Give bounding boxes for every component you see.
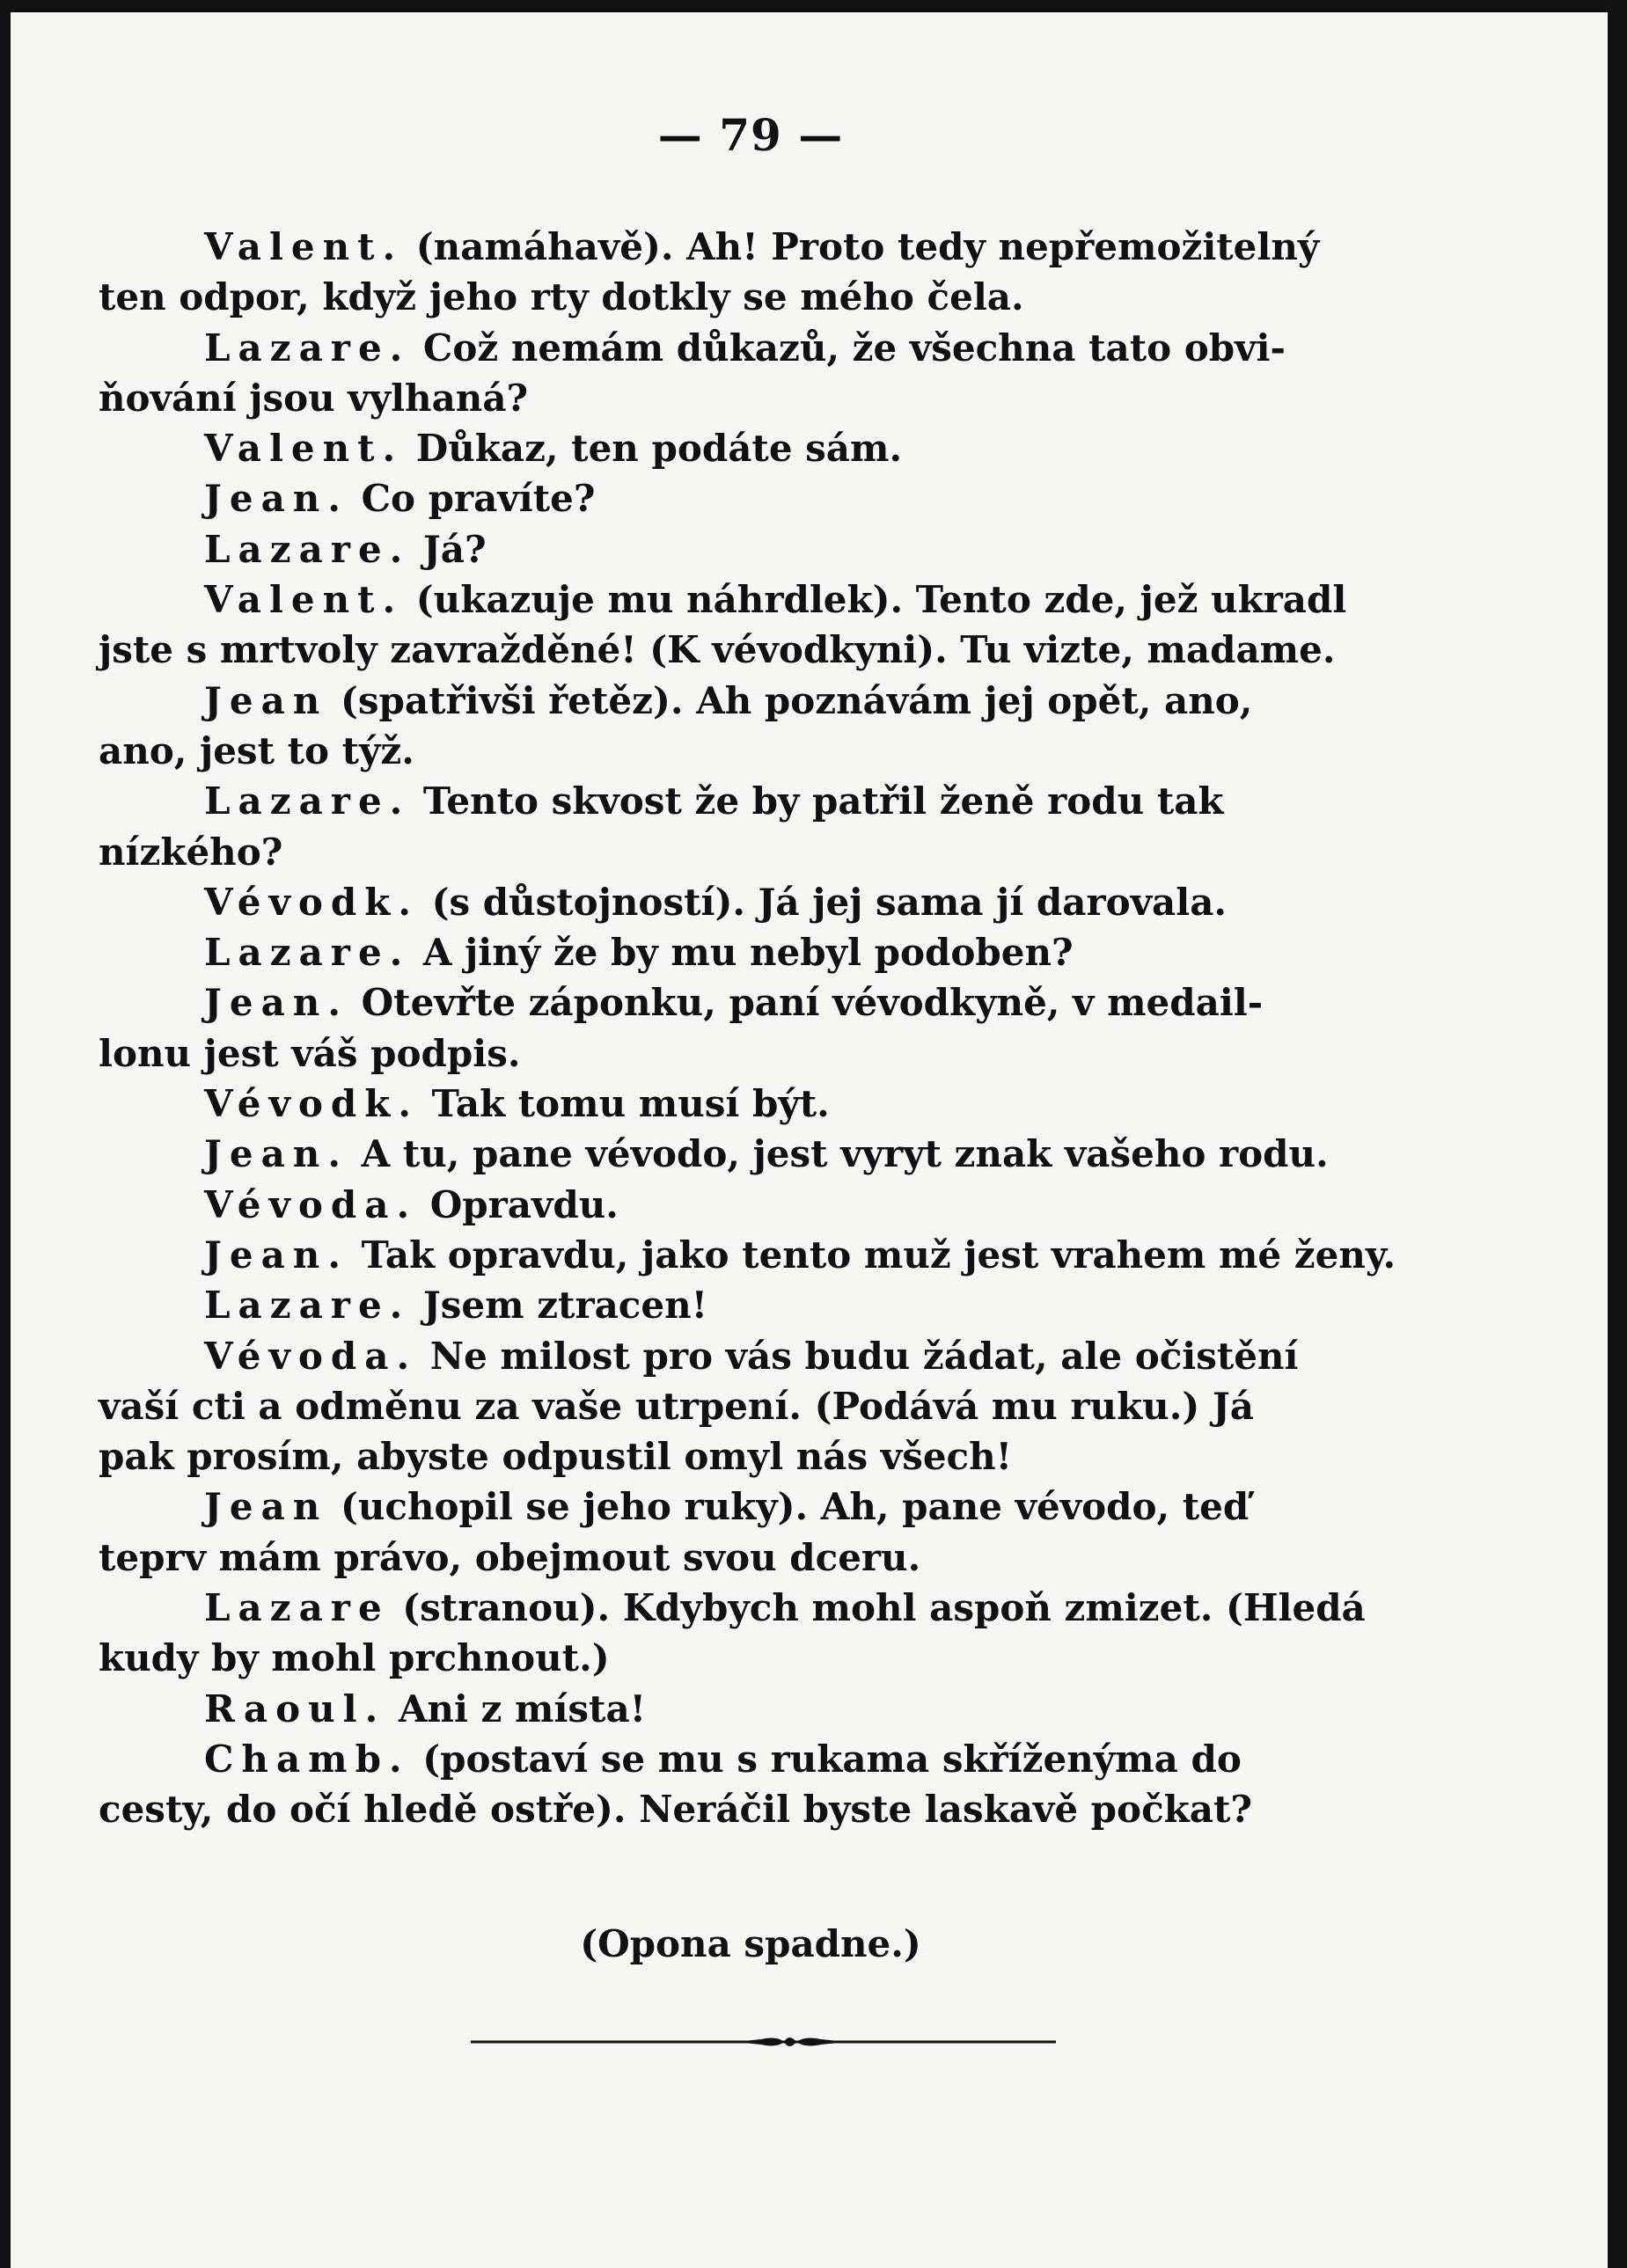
text-line [99, 524, 1410, 574]
text-line [99, 977, 1410, 1028]
line-text: nízkého? [99, 830, 283, 874]
scan-border-right [1608, 0, 1627, 2268]
text-line [99, 1230, 1410, 1280]
line-text: ten odpor, když jeho rty dotkly se mého čela. [99, 275, 1024, 319]
line-text: (namáhavě). Ah! Proto tedy nepřemožitelný [403, 225, 1320, 268]
line-text: Ani z místa! [385, 1686, 647, 1730]
speaker-name: Jean [204, 678, 328, 722]
ornamental-rule-icon [471, 2031, 1056, 2052]
line-text: ňování jsou vylhaná? [99, 376, 529, 420]
line-text: lonu jest váš podpis. [99, 1031, 521, 1075]
line-text: Tak tomu musí být. [418, 1082, 830, 1126]
line-text: vaší cti a odměnu za vaše utrpení. (Podává mu ruku.) Já [99, 1384, 1254, 1428]
line-text: cesty, do očí hledě ostře). Neráčil byste laskavě počkat? [99, 1788, 1252, 1832]
speaker-name: Valent. [204, 225, 404, 268]
line-text: (postaví se mu s rukama skříženýma do [409, 1737, 1242, 1781]
text-line [99, 1633, 1410, 1683]
speaker-name: Valent. [204, 427, 404, 471]
text-line [99, 272, 1410, 322]
line-text: (spatřivši řetěz). Ah poznávám jej opět, ano, [327, 678, 1253, 722]
text-line [99, 1331, 1410, 1381]
text-line [99, 1028, 1410, 1079]
speaker-name: Lazare. [204, 779, 411, 823]
line-text: Jsem ztracen! [410, 1284, 708, 1328]
text-line [99, 1784, 1410, 1834]
line-text: Co pravíte? [348, 477, 596, 521]
text-line [99, 1381, 1410, 1431]
text-line [99, 1079, 1410, 1129]
text-line [99, 625, 1410, 675]
speaker-name: Chamb. [204, 1737, 410, 1781]
line-text: Tak opravdu, jako tento muž jest vrahem mé ženy. [348, 1233, 1396, 1277]
line-text: (s důstojností). Já jej sama jí darovala. [418, 880, 1228, 924]
text-line [99, 1180, 1410, 1230]
line-text: (stranou). Kdybych mohl aspoň zmizet. (Hledá [389, 1586, 1366, 1630]
speaker-name: Vévoda. [204, 1334, 418, 1378]
text-line [99, 1734, 1410, 1784]
line-text: A jiný že by mu nebyl podoben? [410, 931, 1074, 975]
line-text: Ne milost pro vás budu žádat, ale očistění [417, 1334, 1299, 1378]
speaker-name: Lazare. [204, 931, 411, 975]
speaker-name: Jean. [204, 1233, 348, 1277]
speaker-name: Lazare. [204, 527, 411, 571]
speaker-name: Vévodk. [204, 1082, 419, 1126]
text-line [99, 373, 1410, 423]
speaker-name: Valent. [204, 578, 404, 622]
dialogue-text [99, 222, 1410, 1835]
line-text: (ukazuje mu náhrdlek). Tento zde, jež ukradl [403, 578, 1347, 622]
speaker-name: Jean. [204, 1132, 348, 1176]
text-line [99, 927, 1410, 977]
line-text: Otevřte záponku, paní vévodkyně, v medail- [348, 981, 1264, 1025]
text-line [99, 776, 1410, 826]
text-line [99, 1482, 1410, 1532]
line-text: kudy by mohl prchnout.) [99, 1636, 610, 1680]
text-line [99, 1431, 1410, 1482]
text-line [99, 222, 1410, 272]
text-line [99, 827, 1410, 877]
speaker-name: Vévoda. [204, 1182, 418, 1226]
line-text: Důkaz, ten podáte sám. [403, 427, 903, 471]
text-line [99, 726, 1410, 776]
speaker-name: Vévodk. [204, 880, 419, 924]
speaker-name: Raoul. [204, 1686, 386, 1730]
text-line [99, 574, 1410, 625]
line-text: Já? [410, 527, 487, 571]
line-text: Opravdu. [417, 1182, 619, 1226]
text-line [99, 1129, 1410, 1179]
text-line [99, 1533, 1410, 1583]
text-line [99, 473, 1410, 523]
text-line [99, 1583, 1410, 1633]
text-line [99, 676, 1410, 726]
text-line [99, 1684, 1410, 1734]
page-number: — 79 — [657, 109, 844, 161]
scan-border-top [0, 0, 1627, 12]
line-text: Což nemám důkazů, že všechna tato obvi- [410, 326, 1286, 369]
stage-direction-curtain: (Opona spadne.) [580, 1922, 921, 1965]
speaker-name: Lazare. [204, 326, 411, 369]
line-text: teprv mám právo, obejmout svou dceru. [99, 1535, 921, 1579]
text-line [99, 423, 1410, 473]
speaker-name: Lazare [204, 1586, 390, 1630]
line-text: pak prosím, abyste odpustil omyl nás všech! [99, 1435, 1013, 1479]
text-line [99, 877, 1410, 927]
text-line [99, 1280, 1410, 1330]
line-text: A tu, pane vévodo, jest vyryt znak vašeho rodu. [348, 1132, 1329, 1176]
speaker-name: Jean [204, 1485, 328, 1529]
line-text: jste s mrtvoly zavražděné! (K vévodkyni). Tu vizte, madame. [99, 628, 1336, 672]
speaker-name: Lazare. [204, 1284, 411, 1328]
text-line [99, 323, 1410, 373]
speaker-name: Jean. [204, 477, 348, 521]
line-text: ano, jest to týž. [99, 728, 414, 772]
line-text: (uchopil se jeho ruky). Ah, pane vévodo, teď [327, 1485, 1250, 1529]
speaker-name: Jean. [204, 981, 348, 1025]
line-text: Tento skvost že by patřil ženě rodu tak [410, 779, 1224, 823]
